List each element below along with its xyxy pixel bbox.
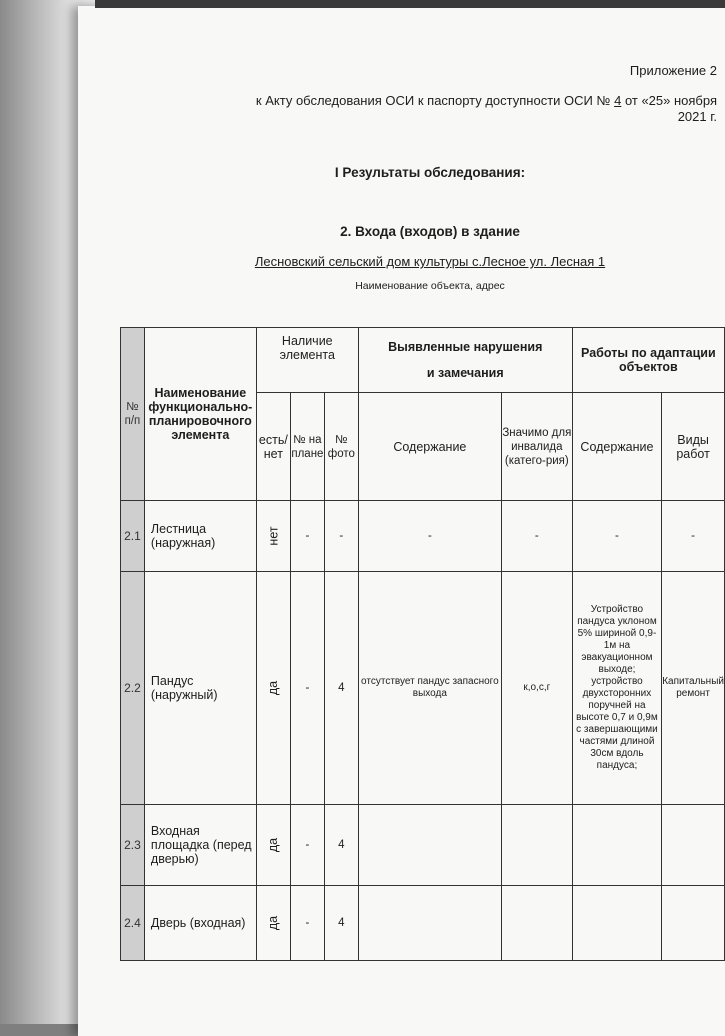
header-name: Наименование функционально-планировочного элемента [144,328,256,501]
header-photo: № фото [324,393,358,501]
header-exists: есть/ нет [256,393,290,501]
table-row: 2.4 Дверь (входная) да - 4 [121,886,725,961]
header-presence: Наличие элемента [256,328,358,393]
section-title: I Результаты обследования: [334,165,526,180]
appendix-label: Приложение 2 [629,63,717,78]
act-reference: к Акту обследования ОСИ к паспорту доступности ОСИ № 4 от «25» ноября 2021 г. [255,93,717,124]
table-row: 2.1 Лестница (наружная) нет - - - - - - [121,501,725,572]
header-violations: Выявленные нарушения и замечания [358,328,572,393]
subsection-title: 2. Входа (входов) в здание [340,224,520,239]
header-works-type: Виды работ [662,393,725,501]
header-plan: № на плане [290,393,324,501]
act-year: 2021 г. [677,109,717,124]
header-num: № п/п [121,328,145,501]
table-row: 2.3 Входная площадка (перед дверью) да - 4 [121,805,725,886]
header-works-content: Содержание [572,393,661,501]
scan-edge [95,0,725,8]
header-significance: Значимо для инвалида (катего-рия) [501,393,572,501]
header-works: Работы по адаптации объектов [572,328,724,393]
table-header-row [121,328,725,393]
object-caption: Наименование объекта, адрес [355,280,505,292]
header-content: Содержание [358,393,501,501]
act-number: 4 [614,93,622,108]
object-name: Лесновский сельский дом культуры с.Лесное ул. Лесная 1 [254,254,606,269]
survey-table [120,327,725,961]
table-row: 2.2 Пандус (наружный) да - 4 отсутствует пандус запасного выхода к,о,с,г Устройство пандуса уклоном 5% шириной 0,9-1м на эвакуационном выходе; устройство двухсторонних поручней на высоте 0,7 и 0,9м с завершающими частями длиной 30см вдоль пандуса; Капитальный ремонт [121,572,725,805]
